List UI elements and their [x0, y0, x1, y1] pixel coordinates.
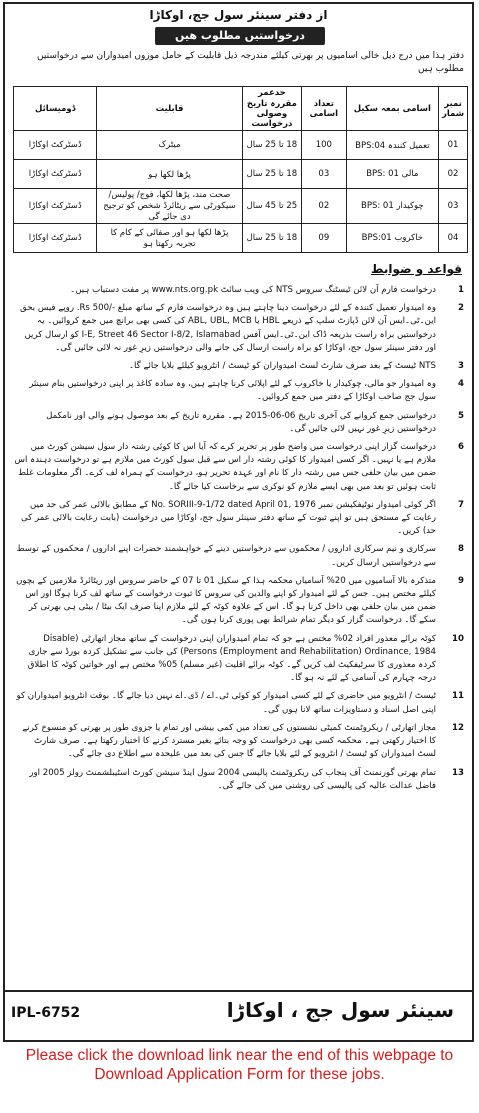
rule-item — [13, 499, 464, 539]
cell-qualification: صحت مند، پڑھا لکھا، فوج/ پولیس/ سیکورٹی سے ریٹائرڈ شخص کو ترجیح دی جائے گی — [97, 189, 242, 224]
table-row — [14, 189, 468, 224]
rule-item — [13, 284, 464, 297]
col-count: تعداد اسامی — [302, 87, 347, 131]
rule-text: تمام بھرتی گورنمنٹ آف پنجاب کی ریکروٹمنٹ پالیسی 2004 سول اینڈ سیشن کورٹ اسٹیبلشمنٹ رولز 2005 اور فاضل عدالت عالیہ کی پالیسی کی روشنی میں کی جائے گی۔ — [29, 767, 436, 791]
rule-text: درخواست گزار اپنی درخواست میں واضح طور پر تحریر کرے کہ آیا اس کا کوئی رشتہ دار سول سیشن کورٹ میں ملازم ہے یا نہیں۔ اگر کسی امیدوار کا کوئی رشتہ دار اس سے قبل سول کورٹ میں ملازم ہے تو درخواست دہندہ اس ضمن میں بیان حلفی جس میں رشتہ دار کا نام اور عہدہ تحریر ہو، درخواست کے ہمراہ لف کرے۔ اگر معلومات غلط ثابت ہوئیں تو بعد میں بھی ایسے ملازم کو نوکری سے برخاست کیا جائے گا۔ — [14, 442, 436, 492]
jobs-table — [13, 86, 468, 253]
signature: سینئر سول جج ، اوکاڑا — [226, 998, 454, 1022]
cell-qualification: پڑھا لکھا ہو اور صفائی کے کام کا تجربہ رکھتا ہو — [97, 224, 242, 253]
cell-age: 18 تا 25 سال — [242, 160, 301, 189]
cell-post: مالی BPS: 01 — [346, 160, 438, 189]
ipl-number: IPL-6752 — [11, 1005, 81, 1021]
rule-item — [13, 302, 464, 355]
cell-serial: 04 — [439, 224, 468, 253]
rule-text: کوٹہ برائے معذور افراد 02% مختص ہے جو کہ تمام امیدواران اپنی درخواست کے ساتھ مجاز اتھارٹی (Disable Persons (Employment and Rehabilitation) Ordinance, 1984) کی جانب سے تشکیل کردہ بورڈ سے جاری کردہ معذوری کا سرٹیفکیٹ لف کریں گے۔ کوٹہ برائے اقلیت (غیر مسلم) 05% مختص ہے اور خواتین کوٹہ کا اطلاق درجہ چہارم کی آسامی کے لئے نہ ہو گا۔ — [27, 633, 436, 684]
cell-serial: 02 — [439, 160, 468, 189]
rule-text: ٹیسٹ / انٹرویو میں حاضری کے لئے کسی امیدوار کو کوئی ٹی۔اے / ڈی۔اے نہیں دیا جائے گا۔ بوقت انٹرویو امیدواران کو اپنی اصل اسناد و دستاویزات ساتھ لانا ہوں گی۔ — [16, 691, 436, 715]
download-note: Please click the download link near the end of this webpage to Download Application Form for these jobs. — [25, 1047, 454, 1083]
rule-item — [13, 360, 464, 373]
rule-number: 7 — [458, 499, 464, 510]
cell-age: 25 تا 45 سال — [242, 189, 301, 224]
rules-list — [13, 284, 464, 798]
col-domicile: ڈومیسائل — [14, 87, 97, 131]
cell-serial: 01 — [439, 131, 468, 160]
rule-number: 9 — [458, 575, 464, 586]
cell-post: تعمیل کنندہ BPS:04 — [346, 131, 438, 160]
cell-age: 18 تا 25 سال — [242, 131, 301, 160]
rule-number: 10 — [452, 633, 464, 644]
cell-count: 02 — [302, 189, 347, 224]
rule-item — [13, 575, 464, 628]
cell-domicile: ڈسٹرکٹ اوکاڑا — [14, 160, 97, 189]
rule-number: 12 — [452, 722, 464, 733]
jobs-header-row — [14, 87, 468, 131]
rule-item — [13, 690, 464, 716]
rule-number: 2 — [458, 303, 464, 314]
rule-number: 3 — [458, 361, 464, 372]
cell-age: 18 تا 25 سال — [242, 224, 301, 253]
col-qualification: قابلیت — [97, 87, 242, 131]
cell-domicile: ڈسٹرکٹ اوکاڑا — [14, 189, 97, 224]
col-age: حدعمر مقررہ تاریخ وصولی درخواست — [242, 87, 301, 131]
cell-count: 100 — [302, 131, 347, 160]
rule-number: 8 — [458, 544, 464, 555]
cell-post: خاکروب BPS:01 — [346, 224, 438, 253]
rule-text: NTS ٹیسٹ کے بعد صرف شارٹ لسٹ امیدواران کو ٹیسٹ / انٹرویو کیلئے بلایا جائے گا۔ — [129, 361, 436, 372]
ad-title: درخواستیں مطلوب ھیں — [155, 27, 325, 45]
rule-item — [13, 633, 464, 686]
col-post: اسامی بمعہ سکیل — [346, 87, 438, 131]
cell-serial: 03 — [439, 189, 468, 224]
cell-domicile: ڈسٹرکٹ اوکاڑا — [14, 224, 97, 253]
col-serial: نمبر شمار — [439, 87, 468, 131]
rule-number: 5 — [458, 410, 464, 421]
ad-footer — [5, 990, 472, 1040]
rule-text: مجاز اتھارٹی / ریکروٹمنٹ کمیٹی نشستوں کی تعداد میں کمی بیشی اور تمام یا جزوی طور پر بھرتی کو منسوخ کرنے کا اختیار رکھتی ہے۔ محکمہ کسی بھی درخواست کو وجہ بتائے بغیر مسترد کرنے کا اختیار رکھتا ہے۔ صرف شارٹ لسٹ امیدواران کو ٹیسٹ / انٹرویو کے لئے بلایا جائے گا جس کی بعد میں علیحدہ سے اطلاع دی جائے گی۔ — [22, 722, 436, 760]
rule-number: 4 — [458, 379, 464, 390]
cell-qualification: میٹرک — [97, 131, 242, 160]
cell-domicile: ڈسٹرکٹ اوکاڑا — [14, 131, 97, 160]
rule-text: متذکرہ بالا آسامیوں میں 20% آسامیاں محکمہ ہذا کے سکیل 01 تا 07 کے حاضر سروس اور ریٹائرڈ ملازمین کے بچوں کیلئے مختص ہیں۔ جس کے لئے امیدوار کو اپنے والدین کی سروس کا ثبوت درخواست کے ساتھ لف کرنا ہوگا اور اس ضمن میں بیان حلفی بھی داخل کرنا ہو گا۔ اس کے علاوہ کوٹہ کے لئے ملازم اپنا صرف ایک بیٹا / بیٹی ہی بھرتی کر سکے گا۔ درخواست گزار کو دیگر تمام شرائط بھی پوری کرنا ہوں گی۔ — [16, 575, 436, 626]
rule-number: 11 — [452, 691, 464, 702]
office-header: از دفتر سینئر سول جج، اوکاڑا — [149, 8, 328, 22]
rule-item — [13, 441, 464, 494]
rule-text: درخواست فارم آن لائن ٹیسٹنگ سروس NTS کی ویب سائٹ www.nts.org.pk پر مفت دستیاب ہیں۔ — [70, 285, 436, 295]
cell-post: چوکیدار BPS: 01 — [346, 189, 438, 224]
rule-item — [13, 722, 464, 762]
table-row — [14, 224, 468, 253]
rule-number: 13 — [452, 767, 464, 778]
cell-count: 03 — [302, 160, 347, 189]
cell-qualification: پڑھا لکھا ہو — [97, 160, 242, 189]
rule-text: سرکاری و نیم سرکاری اداروں / محکموں سے درخواستیں دینے کے خواہشمند حضرات اپنے اداروں / محکموں کے توسط سے درخواستیں ارسال کریں۔ — [16, 544, 436, 568]
rule-text: وہ امیدوار تعمیل کنندہ کے لئے درخواست دینا چاہتے ہیں وہ درخواست فارم کے ساتھ مبلغ -/500 Rs. روپے فیس بحق این۔ٹی۔ایس آن لائن ڈپازٹ سلپ کے ذریعے HBL یا ABL, UBL, MCB کی کسی بھی برانچ میں جمع کروائیں۔ یہ درخواستیں براہ راست بذریعہ ڈاک این۔ٹی۔ایس آفس I-E, Street 46 Sector I-8/2, Islamabad کو ارسال کریں اور دفتر سینئر سول جج، اوکاڑا کو براہ راست ارسال کی جانے والی درخواستیں زیرِ غور نہ لائی جائیں گی۔ — [20, 303, 436, 353]
rule-number: 1 — [458, 285, 464, 295]
intro-text: دفتر ہذا میں درج ذیل خالی اسامیوں پر بھرتی کیلئے مندرجہ ذیل قابلیت کے حامل موزوں امیدواران سے درخواستیں مطلوب ہیں — [37, 51, 464, 74]
rule-item — [13, 410, 464, 436]
job-advertisement — [3, 2, 474, 1042]
rule-item — [13, 767, 464, 793]
rule-text: وہ امیدوار جو مالی، چوکیدار یا خاکروب کے لئے اپلائی کرنا چاہتے ہیں، وہ سادہ کاغذ پر اپنی درخواستیں بنام سینئر سول جج صاحب اوکاڑا کے دفتر میں جمع کروائیں۔ — [29, 379, 436, 403]
rule-item — [13, 378, 464, 404]
table-row — [14, 160, 468, 189]
cell-count: 09 — [302, 224, 347, 253]
rule-item — [13, 543, 464, 569]
rule-number: 6 — [458, 442, 464, 453]
table-row — [14, 131, 468, 160]
rule-text: اگر کوئی امیدوار نوٹیفکیشن نمبر No. SORIII-9-1/72 dated April 01, 1976 کے مطابق بالائی عمر کی حد میں رعایت کے مستحق ہیں تو اپنے ثبوت کے ساتھ دفتر سینئر سول جج، اوکاڑا میں درخواست (بابت رعایت بالائی عمر کی حد) کریں۔ — [20, 499, 436, 537]
rules-heading: قواعد و ضوابط — [370, 262, 462, 276]
rule-text: درخواستیں جمع کروانے کی آخری تاریخ 06-06-2015 ہے۔ مقررہ تاریخ کے بعد موصول ہونے والی اور نامکمل درخواستیں زیرِ غور نہیں لائی جائیں گی۔ — [46, 410, 436, 434]
